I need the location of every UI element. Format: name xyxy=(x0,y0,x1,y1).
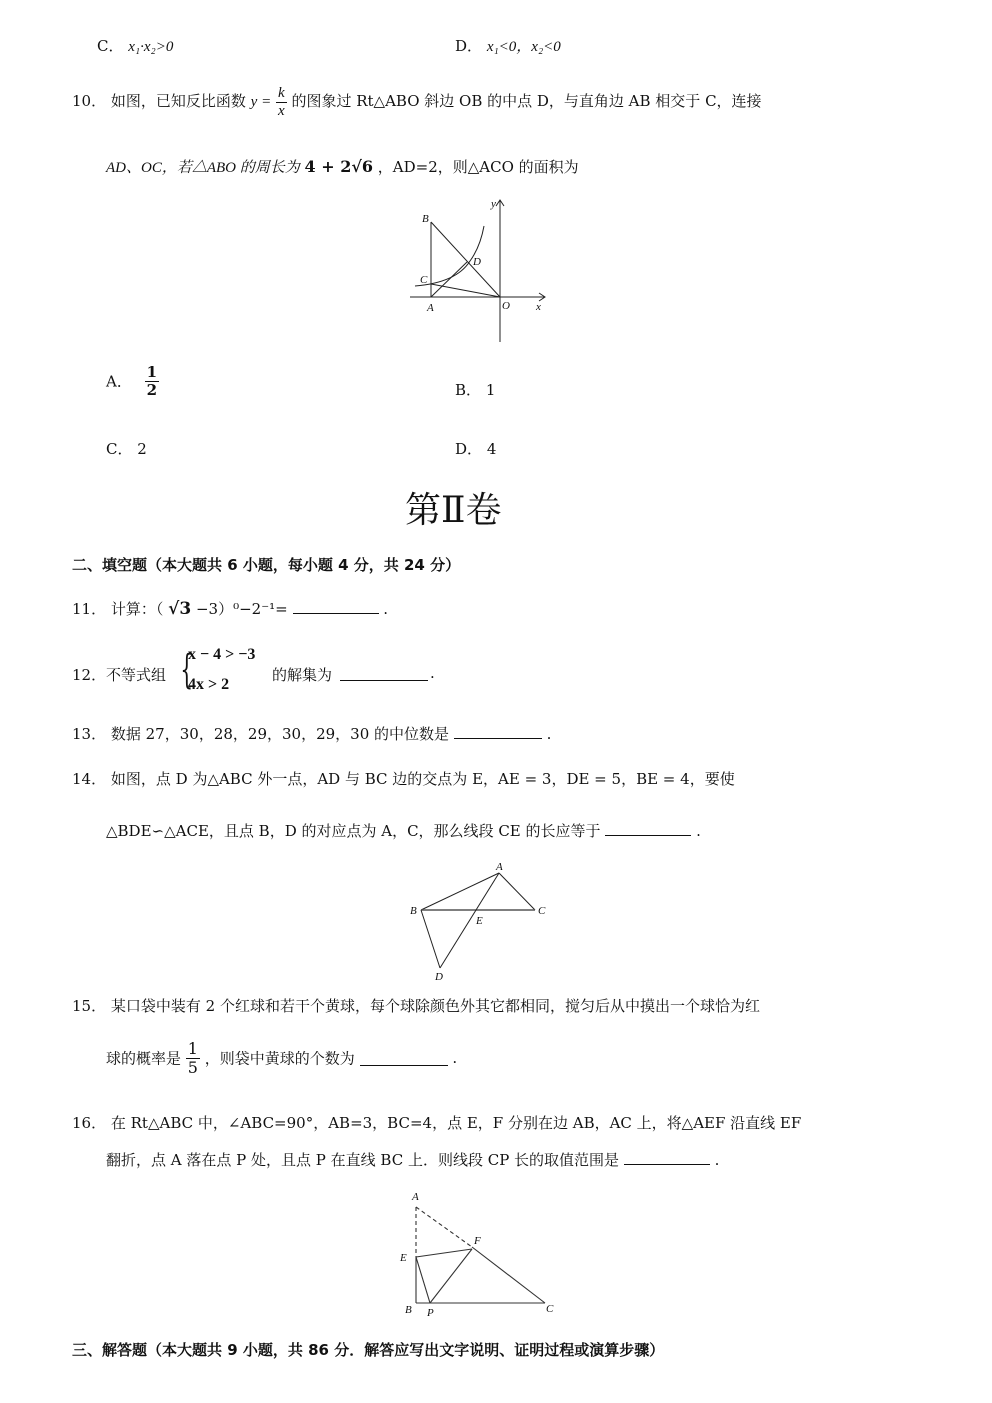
q9-option-d xyxy=(455,35,561,56)
section3-heading: 三、解答题（本大题共 9 小题，共 86 分．解答应写出文字说明、证明过程或演算步骤） xyxy=(72,1341,665,1359)
label-d: D xyxy=(473,256,481,268)
question-text: 某口袋中装有 2 个红球和若干个黄球，每个球除颜色外其它都相同，搅匀后从中摸出一个球恰为红 xyxy=(110,997,760,1015)
perimeter-value: 4 + 2√6 xyxy=(304,157,373,176)
option-label: D． xyxy=(455,37,483,55)
q13 xyxy=(72,723,551,744)
brace: { xyxy=(180,647,194,693)
q10-option-d xyxy=(455,438,496,459)
q10-line2 xyxy=(106,156,579,177)
option-label: C． xyxy=(97,37,124,55)
numerator: k xyxy=(277,85,285,101)
sqrt-three: √3 xyxy=(168,599,192,619)
question-text: △BDE∽△ACE，且点 B，D 的对应点为 A，C，那么线段 CE 的长应等于 xyxy=(106,822,601,840)
question-text: 不等式组 xyxy=(106,666,167,684)
segment-fc xyxy=(472,1247,545,1303)
question-text: 球的概率是 xyxy=(106,1049,182,1068)
label-c: C xyxy=(546,1303,554,1315)
fraction-one-fifth xyxy=(186,1040,200,1076)
label-y: y xyxy=(491,198,496,210)
question-text: 的图象过 Rt△ABO 斜边 OB 的中点 D，与直角边 AB 相交于 C，连接 xyxy=(291,92,762,110)
inequality-1: x − 4 > −3 xyxy=(188,646,256,663)
label-c: C xyxy=(420,274,428,286)
answer-blank[interactable] xyxy=(624,1150,710,1165)
section2-heading: 二、填空题（本大题共 6 小题，每小题 4 分，共 24 分） xyxy=(72,556,461,574)
label-x: x xyxy=(536,301,541,313)
denominator: x xyxy=(277,102,285,119)
option-label: B． xyxy=(455,381,482,399)
question-text: 如图，点 D 为△ABC 外一点，AD 与 BC 边的交点为 E，AE = 3，DE = 5，BE = 4，要使 xyxy=(110,770,735,788)
question-text: ，则袋中黄球的个数为 xyxy=(204,1049,355,1068)
fraction-one-half xyxy=(145,364,159,398)
q10-option-b xyxy=(455,379,495,400)
q14-figure xyxy=(405,858,560,983)
answer-blank[interactable] xyxy=(454,724,542,739)
q14-line1 xyxy=(72,768,735,789)
period: . xyxy=(452,1049,458,1068)
question-number: 10． xyxy=(72,92,107,110)
question-number: 12． xyxy=(72,666,107,684)
numerator: 1 xyxy=(146,363,158,381)
label-o: O xyxy=(502,300,510,312)
question-text: −3）⁰−2⁻¹= xyxy=(195,600,288,618)
segment-ef xyxy=(416,1249,472,1257)
q15-line1 xyxy=(72,995,760,1016)
period: . xyxy=(546,725,552,743)
question-text: 计算：（ xyxy=(110,600,164,618)
question-text: 翻折，点 A 落在点 P 处，且点 P 在直线 BC 上．则线段 CP 长的取值范围是 xyxy=(106,1151,620,1169)
q10-line1 xyxy=(72,78,762,125)
question-text: 数据 27，30，28，29，30，29，30 的中位数是 xyxy=(110,725,450,743)
y-equals: y = xyxy=(250,94,272,110)
segment-ac xyxy=(499,873,535,910)
option-label: C． xyxy=(106,440,133,458)
label-a: A xyxy=(412,1191,419,1203)
segment-pf xyxy=(430,1249,472,1303)
q15-line2 xyxy=(106,1040,457,1076)
segment-ad xyxy=(431,262,467,297)
option-value: 1 xyxy=(485,381,496,399)
question-text: 如图，已知反比函数 xyxy=(110,92,246,110)
q9-option-c xyxy=(97,35,173,56)
question-text: 的解集为 xyxy=(272,666,333,684)
part2-title: 第Ⅱ卷 xyxy=(405,490,502,531)
question-text: ，AD=2，则△ACO 的面积为 xyxy=(377,158,579,176)
denominator: 2 xyxy=(146,380,158,399)
option-label: A． xyxy=(106,372,132,391)
label-e: E xyxy=(476,915,483,927)
answer-blank[interactable] xyxy=(340,666,428,681)
label-f: F xyxy=(474,1235,481,1247)
q11 xyxy=(72,598,388,619)
period: . xyxy=(696,822,701,840)
inequality-2: 4x > 2 xyxy=(188,676,230,693)
q10-option-c xyxy=(106,438,147,459)
q16-line1 xyxy=(72,1112,801,1133)
denominator: 5 xyxy=(187,1057,198,1077)
label-a: A xyxy=(427,302,434,314)
label-b: B xyxy=(422,213,429,225)
fraction-k-over-x xyxy=(276,85,287,119)
option-text: x₁·x₂>0 xyxy=(128,39,174,55)
option-value: 4 xyxy=(486,440,497,458)
q16-line2 xyxy=(106,1149,719,1170)
q16-figure xyxy=(390,1182,575,1327)
label-p: P xyxy=(427,1307,434,1319)
answer-blank[interactable] xyxy=(293,599,379,614)
answer-blank[interactable] xyxy=(360,1051,448,1066)
question-number: 15． xyxy=(72,997,107,1015)
question-text: 在 Rt△ABC 中，∠ABC=90°，AB=3，BC=4，点 E，F 分别在边 AB，AC 上，将△AEF 沿直线 EF xyxy=(110,1114,802,1132)
q14-line2 xyxy=(106,820,701,841)
option-label: D． xyxy=(455,440,483,458)
segment-bd xyxy=(421,910,440,968)
period: . xyxy=(430,664,435,682)
label-e: E xyxy=(400,1252,407,1264)
answer-blank[interactable] xyxy=(605,821,691,836)
label-d: D xyxy=(435,971,443,983)
q10-option-a xyxy=(106,364,159,398)
question-number: 13． xyxy=(72,725,107,743)
segment-af-dashed xyxy=(416,1207,472,1247)
numerator: 1 xyxy=(187,1039,198,1058)
question-text: AD、OC，若△ABO 的周长为 xyxy=(106,160,300,176)
period: . xyxy=(383,600,389,618)
label-c: C xyxy=(538,905,546,917)
segment-ep xyxy=(416,1257,430,1303)
option-value: 2 xyxy=(137,440,147,458)
period: . xyxy=(714,1151,720,1169)
label-a: A xyxy=(496,861,503,873)
label-b: B xyxy=(405,1304,412,1316)
question-number: 14． xyxy=(72,770,107,788)
question-number: 16． xyxy=(72,1114,107,1132)
option-text: x₁<0，x₂<0 xyxy=(486,39,561,55)
label-b: B xyxy=(410,905,417,917)
q10-figure xyxy=(400,192,560,352)
question-number: 11． xyxy=(72,600,107,618)
